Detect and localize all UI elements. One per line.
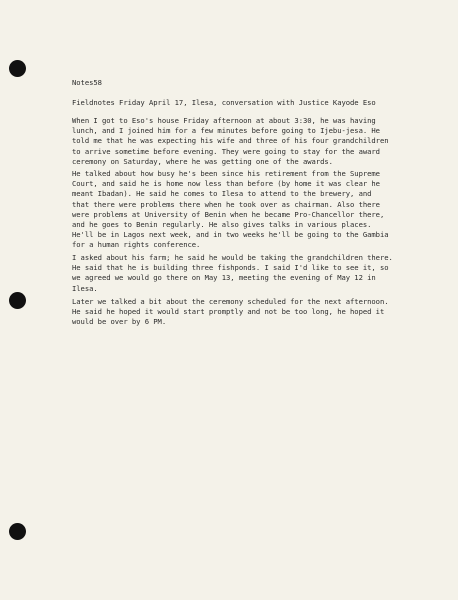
binder-hole-top [9,60,26,77]
notes-label: Notes58 [72,78,102,87]
document-title: Fieldnotes Friday April 17, Ilesa, conversation with Justice Kayode Eso [72,98,376,107]
paragraph-2: He talked about how busy he's been since his retirement from the Supreme Court, and said he is home now less than before (by home it was clear he meant Ibadan). He said he comes to Ilesa to attend to the brewery, and that there were problems there when he took over as chairman. Also there were problems at University of Benin when he became Pro-Chancellor there, and he goes to Benin regularly. He also gives talks in various places. He'll be in Lagos next week, and in two weeks he'll be going to the Gambia for a human rights conference. [72,169,389,250]
binder-hole-bottom [9,523,26,540]
paragraph-4: Later we talked a bit about the ceremony scheduled for the next afternoon. He said he hoped it would start promptly and not be too long, he hoped it would be over by 6 PM. [72,297,389,327]
paragraph-3: I asked about his farm; he said he would be taking the grandchildren there. He said that he is building three fishponds. I said I'd like to see it, so we agreed we would go there on May 13, meeting the evening of May 12 in Ilesa. [72,253,393,293]
paragraph-1: When I got to Eso's house Friday afternoon at about 3:30, he was having lunch, and I joined him for a few minutes before going to Ijebu-jesa. He told me that he was expecting his wife and three of his four grandchildren to arrive sometime before evening. They were going to stay for the award ceremony on Saturday, where he was getting one of the awards. [72,116,389,166]
binder-hole-middle [9,292,26,309]
